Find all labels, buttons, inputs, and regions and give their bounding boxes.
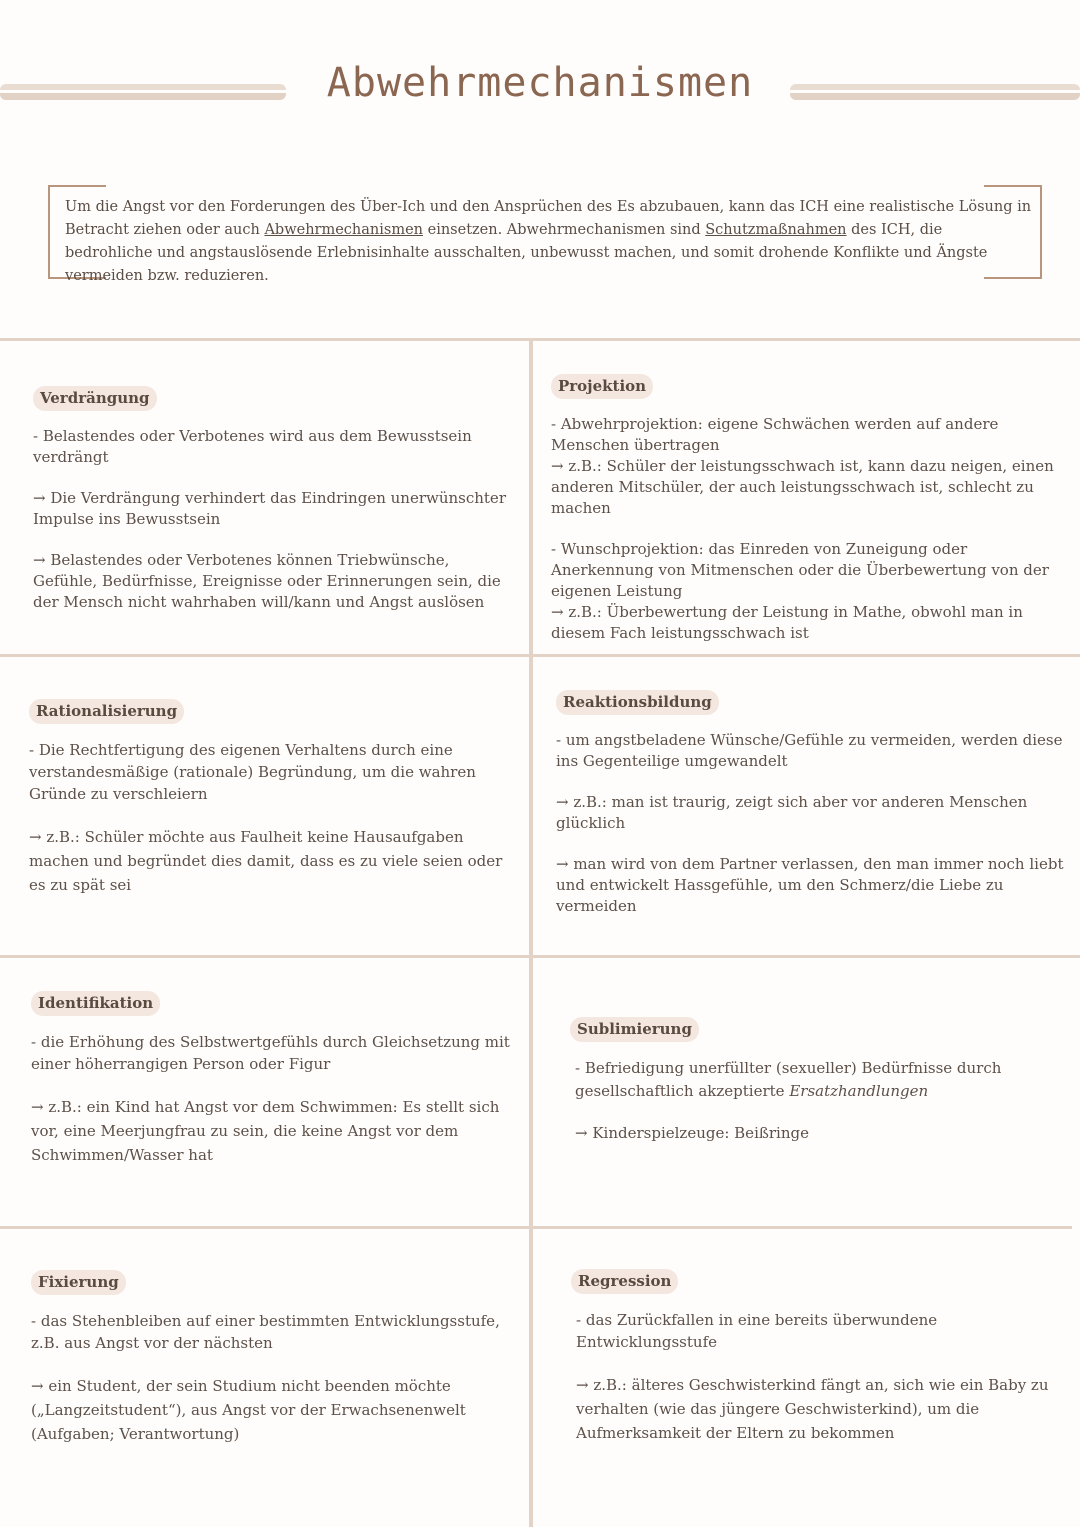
section-text: - um angstbeladene Wünsche/Gefühle zu vermeiden, werden diese ins Gegenteilige umgewandelt xyxy=(556,731,1063,770)
section-title: Verdrängung xyxy=(33,386,157,411)
section-text: → z.B.: älteres Geschwisterkind fängt an, sich wie ein Baby zu verhalten (wie das jüngere Geschwisterkind), um die Aufmerksamkeit der Eltern zu bekommen xyxy=(576,1376,1049,1442)
section-title: Identifikation xyxy=(31,991,160,1016)
section-identifikation xyxy=(31,991,521,1167)
section-text: - Befriedigung unerfüllter (sexueller) Bedürfnisse durch gesellschaftlich akzeptierte Ersatzhandlungen xyxy=(575,1059,1002,1100)
grid-divider-2 xyxy=(0,654,1080,657)
section-projektion xyxy=(551,374,1069,644)
section-text: - Die Rechtfertigung des eigenen Verhaltens durch eine verstandesmäßige (rationale) Begründung, um die wahren Gründe zu verschleiern xyxy=(29,741,476,803)
title-decoration-right xyxy=(790,84,1080,100)
section-text: - das Stehenbleiben auf einer bestimmten Entwicklungsstufe, z.B. aus Angst vor der nächsten xyxy=(31,1312,500,1352)
section-text: → ein Student, der sein Studium nicht beenden möchte („Langzeitstudent“), aus Angst vor der Erwachsenenwelt (Aufgaben; Verantwortung) xyxy=(31,1377,466,1443)
section-title: Regression xyxy=(571,1269,678,1294)
section-title: Sublimierung xyxy=(570,1017,699,1042)
section-text: → z.B.: ein Kind hat Angst vor dem Schwimmen: Es stellt sich vor, eine Meerjungfrau zu sein, die keine Angst vor dem Schwimmen/Wasser hat xyxy=(31,1098,500,1164)
section-title: Reaktionsbildung xyxy=(556,690,719,715)
section-regression xyxy=(571,1269,1051,1445)
section-rationalisierung xyxy=(29,699,521,897)
section-text: - das Zurückfallen in eine bereits überwundene Entwicklungsstufe xyxy=(576,1311,938,1351)
section-reaktionsbildung xyxy=(556,690,1066,917)
section-title: Fixierung xyxy=(31,1270,126,1295)
section-title: Projektion xyxy=(551,374,653,399)
section-text: - Wunschprojektion: das Einreden von Zuneigung oder Anerkennung von Mitmenschen oder die Überbewertung von der eigenen Leistung → z.B.: Überbewertung der Leistung in Mathe, obwohl man in diesem Fach leistungsschwach ist xyxy=(551,540,1049,642)
section-text: → z.B.: man ist traurig, zeigt sich aber vor anderen Menschen glücklich xyxy=(556,793,1028,832)
grid-divider-vertical xyxy=(529,338,533,1527)
section-verdraengung xyxy=(33,386,513,613)
intro-text: Um die Angst vor den Forderungen des Über-Ich und den Ansprüchen des Es abzubauen, kann das ICH eine realistische Lösung in Betracht ziehen oder auch Abwehrmechanismen einsetzen. Abwehrmechanismen sind Schutzmaßnahmen des ICH, die bedrohliche und angstauslösende Erlebnisinhalte ausschalten, unbewusst machen, und somit drohende Konflikte und Ängste vermeiden bzw. reduzieren. xyxy=(65,199,1032,284)
section-text: - Belastendes oder Verbotenes wird aus dem Bewusstsein verdrängt xyxy=(33,427,472,466)
section-title: Rationalisierung xyxy=(29,699,184,724)
intro-box xyxy=(48,185,1042,284)
section-sublimierung xyxy=(570,1017,1050,1144)
intro-term-abwehrmechanismen: Abwehrmechanismen xyxy=(264,222,423,238)
title-decoration-left xyxy=(0,84,286,100)
section-text: → z.B.: Schüler möchte aus Faulheit keine Hausaufgaben machen und begründet dies damit, dass es zu viele seien oder es zu spät sei xyxy=(29,828,503,894)
section-text: → man wird von dem Partner verlassen, den man immer noch liebt und entwickelt Hassgefühle, um den Schmerz/die Liebe zu vermeiden xyxy=(556,855,1064,915)
section-fixierung xyxy=(31,1270,521,1446)
section-text: → Die Verdrängung verhindert das Eindringen unerwünschter Impulse ins Bewusstsein xyxy=(33,489,506,528)
section-text: → Belastendes oder Verbotenes können Triebwünsche, Gefühle, Bedürfnisse, Ereignisse oder Erinnerungen sein, die der Mensch nicht wahrhaben will/kann und Angst auslösen xyxy=(33,551,501,611)
section-text: - Abwehrprojektion: eigene Schwächen werden auf andere Menschen übertragen → z.B.: Schüler der leistungsschwach ist, kann dazu neigen, einen anderen Mitschüler, der auch leistungsschwach ist, schlecht zu machen xyxy=(551,415,1054,517)
grid-divider-4 xyxy=(0,1226,1072,1229)
grid-divider-1 xyxy=(0,338,1080,341)
grid-divider-3 xyxy=(0,955,1080,958)
section-text: → Kinderspielzeuge: Beißringe xyxy=(575,1124,809,1142)
intro-term-schutzmassnahmen: Schutzmaßnahmen xyxy=(705,222,847,238)
page-title: Abwehrmechanismen xyxy=(326,60,754,106)
section-text: - die Erhöhung des Selbstwertgefühls durch Gleichsetzung mit einer höherrangigen Person oder Figur xyxy=(31,1033,510,1073)
